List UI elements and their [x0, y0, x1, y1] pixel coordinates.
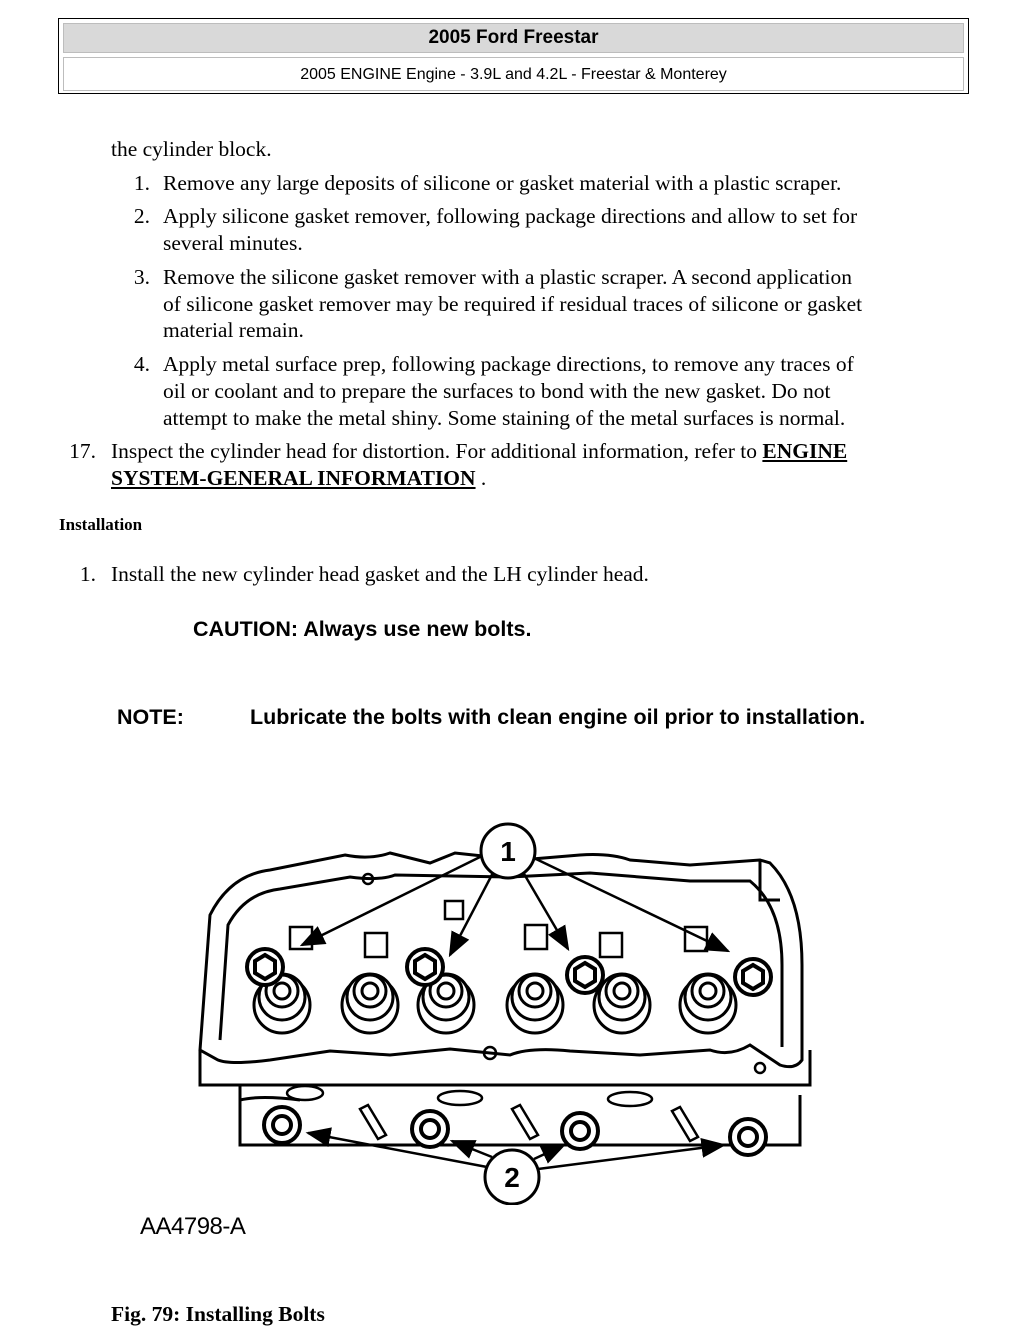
- substep-line: of silicone gasket remover may be required if residual traces of silicone or gasket: [163, 292, 863, 316]
- substep-number: 3.: [133, 265, 150, 289]
- step-number: 17.: [69, 439, 96, 463]
- step-17-line-1: [111, 438, 847, 465]
- substep-line: Apply silicone gasket remover, following package directions and allow to set for: [163, 204, 858, 228]
- substep-number: 1.: [133, 171, 150, 195]
- substep-line: oil or coolant and to prepare the surfaces to bond with the new gasket. Do not: [163, 379, 831, 403]
- document-title: 2005 Ford Freestar: [63, 23, 964, 53]
- intro-fragment: the cylinder block.: [111, 137, 272, 161]
- document-subtitle: 2005 ENGINE Engine - 3.9L and 4.2L - Freestar & Monterey: [63, 57, 964, 91]
- installing-bolts-figure: [190, 815, 820, 1205]
- installation-heading: Installation: [59, 515, 143, 534]
- substep-number: 4.: [133, 352, 150, 376]
- engine-system-link-cont[interactable]: SYSTEM-GENERAL INFORMATION: [111, 466, 476, 490]
- document-header: [58, 18, 969, 94]
- installation-step-1: Install the new cylinder head gasket and the LH cylinder head.: [111, 562, 649, 586]
- step-number: 1.: [79, 562, 96, 586]
- step-17-text: Inspect the cylinder head for distortion. For additional information, refer to: [111, 439, 763, 463]
- substep-line: several minutes.: [163, 231, 303, 255]
- substep-line: Apply metal surface prep, following package directions, to remove any traces of: [163, 352, 854, 376]
- substep-line: attempt to make the metal shiny. Some staining of the metal surfaces is normal.: [163, 406, 846, 430]
- substep-number: 2.: [133, 204, 150, 228]
- note-text: Lubricate the bolts with clean engine oil prior to installation.: [250, 705, 866, 729]
- step-17-end: .: [475, 466, 487, 490]
- note-label: NOTE:: [117, 705, 184, 729]
- step-17-line-2: [111, 465, 486, 492]
- figure-caption: Fig. 79: Installing Bolts: [111, 1302, 325, 1326]
- caution-text: CAUTION: Always use new bolts.: [193, 617, 532, 641]
- callout-2-label: 2: [504, 1162, 520, 1193]
- substep-line: Remove any large deposits of silicone or gasket material with a plastic scraper.: [163, 171, 842, 195]
- callout-1-label: 1: [500, 836, 516, 867]
- substep-line: Remove the silicone gasket remover with a plastic scraper. A second application: [163, 265, 852, 289]
- figure-code: AA4798-A: [140, 1213, 246, 1240]
- engine-system-link[interactable]: ENGINE: [762, 439, 848, 463]
- substep-line: material remain.: [163, 318, 304, 342]
